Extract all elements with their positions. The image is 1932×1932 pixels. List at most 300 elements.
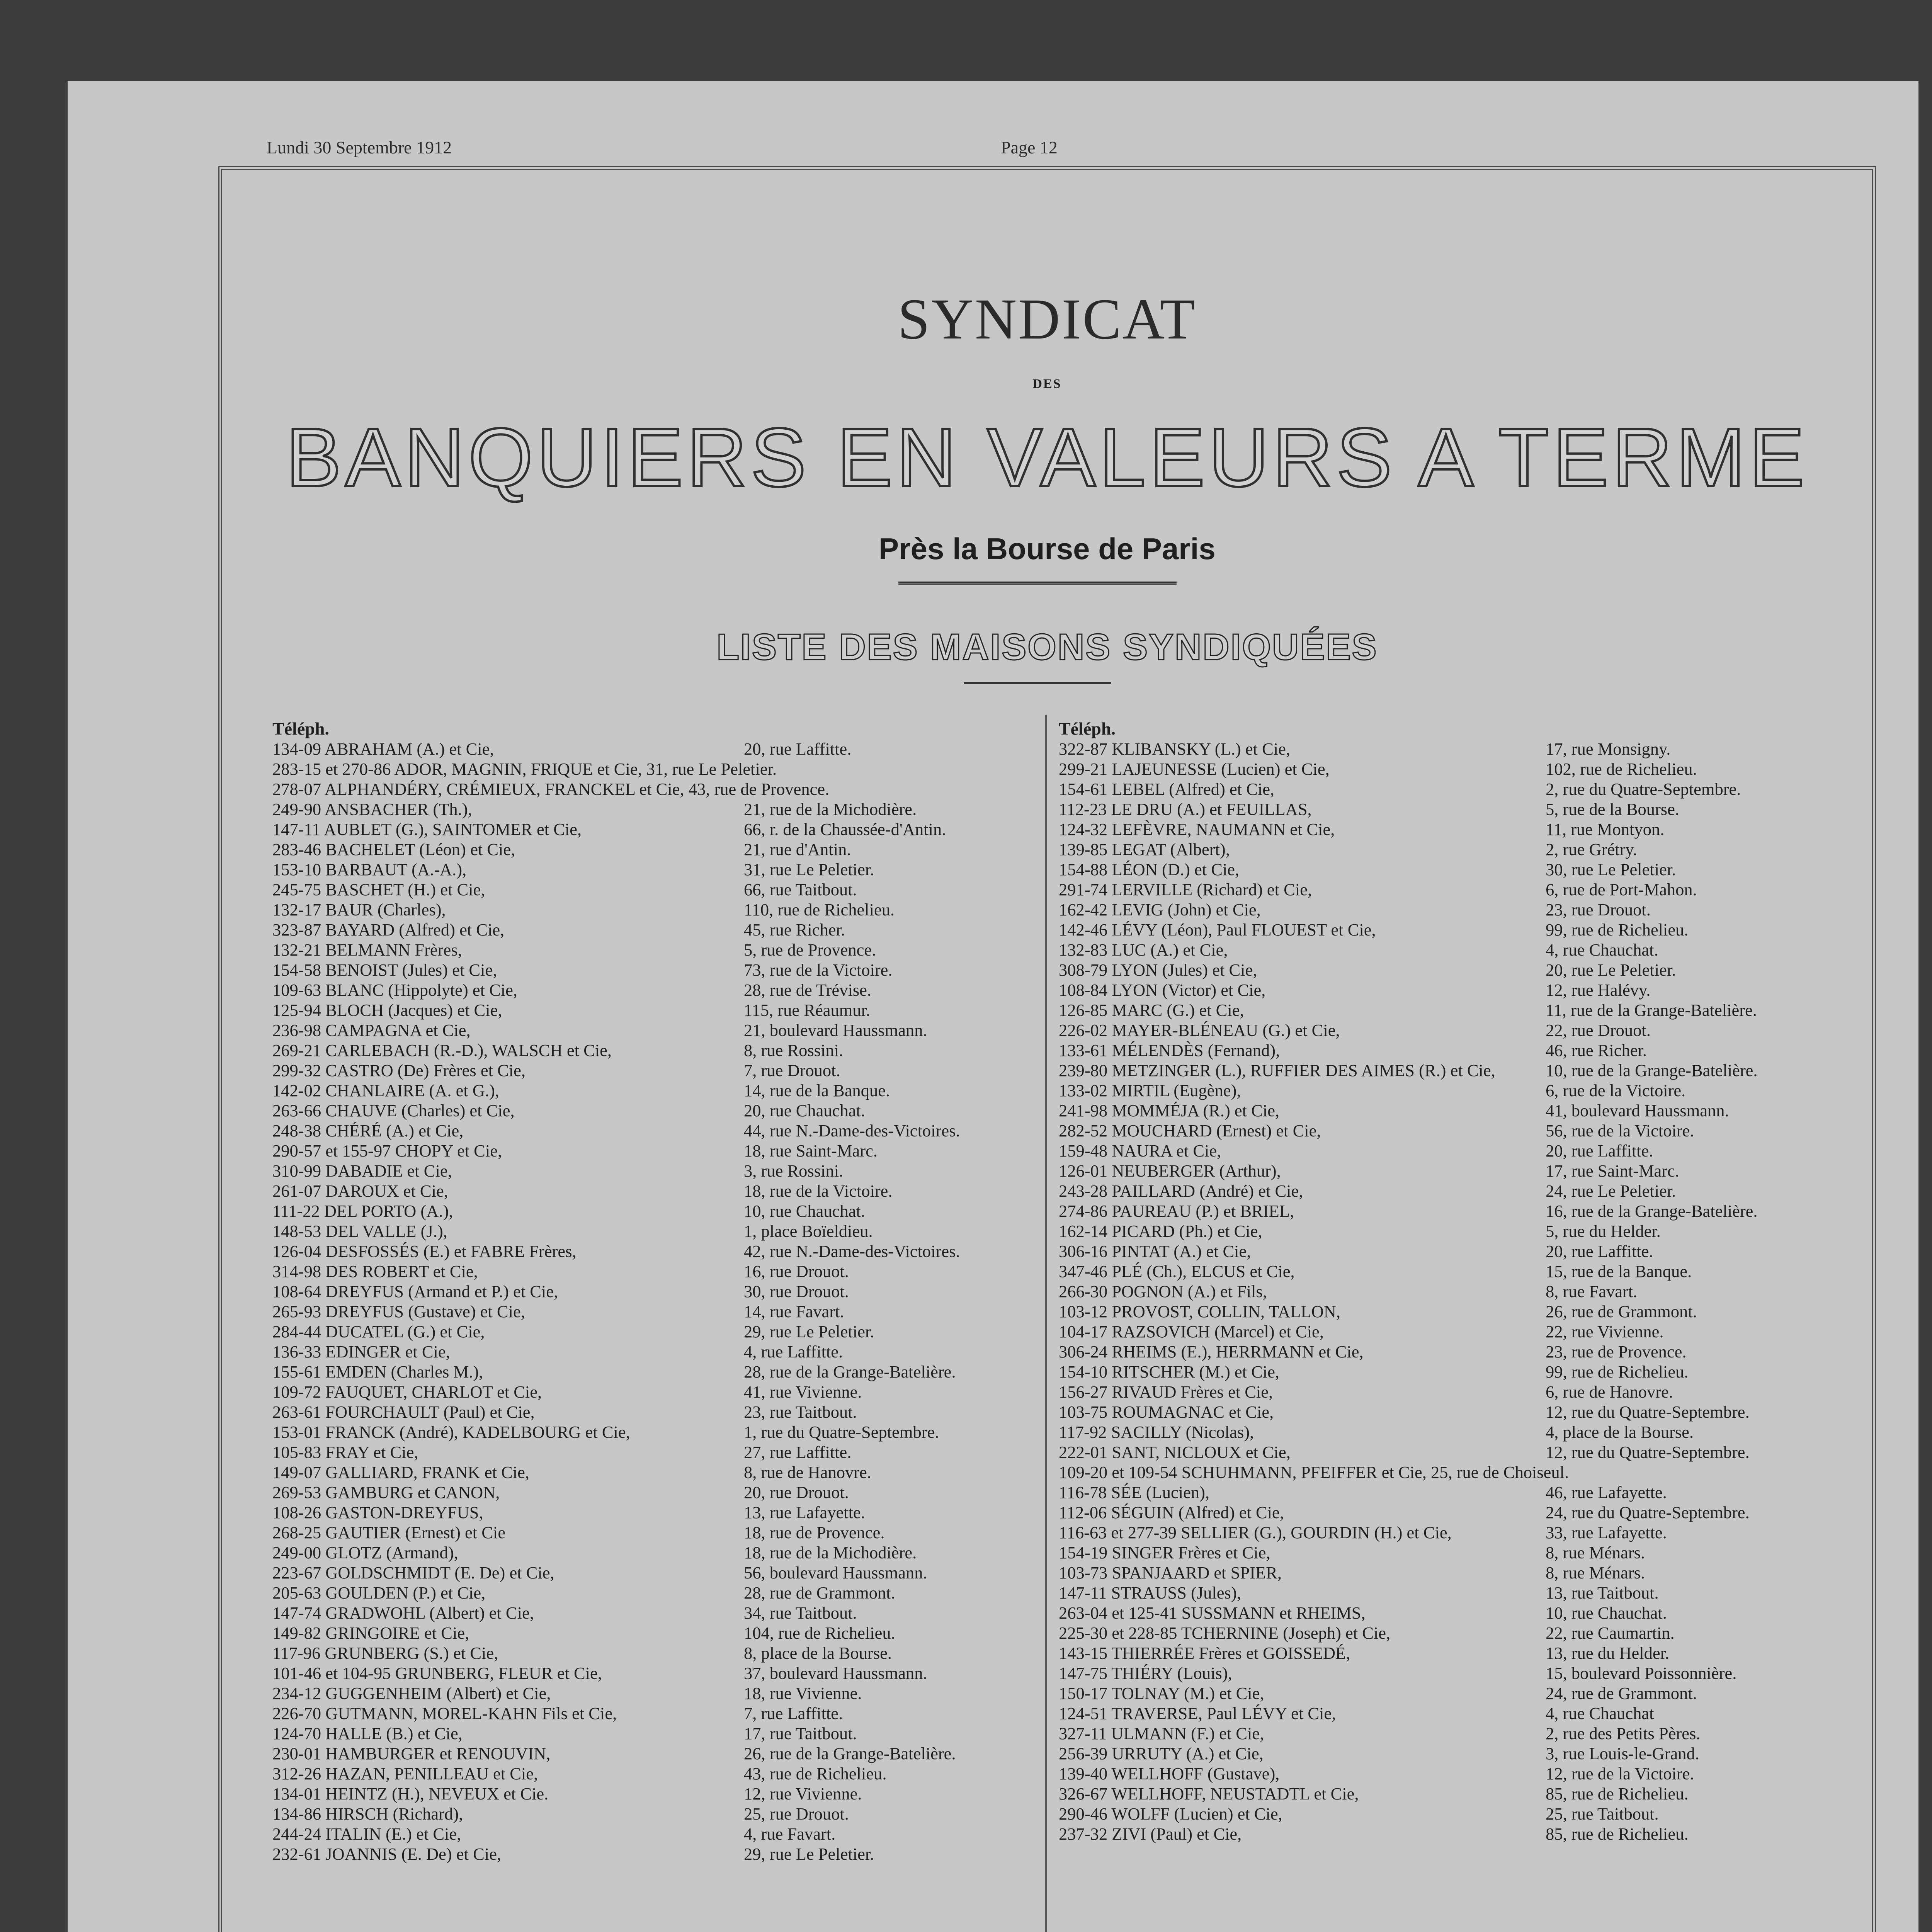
member-address: 18, rue de la Michodière. <box>744 1543 917 1562</box>
member-name: 290-57 et 155-97 CHOPY et Cie, <box>272 1141 502 1160</box>
member-address: 56, rue de la Victoire. <box>1546 1121 1694 1140</box>
member-address: 5, rue de Provence. <box>744 940 876 959</box>
member-name: 136-33 EDINGER et Cie, <box>272 1342 450 1361</box>
member-row <box>1059 1342 1866 1362</box>
member-row <box>1059 1743 1866 1764</box>
member-address: 29, rue Le Peletier. <box>744 1844 874 1864</box>
member-address: 13, rue Taitbout. <box>1546 1583 1659 1602</box>
member-address: 30, rue Drouot. <box>744 1282 849 1301</box>
member-name: 132-21 BELMANN Frères, <box>272 940 462 959</box>
member-name: 290-46 WOLFF (Lucien) et Cie, <box>1059 1804 1282 1823</box>
member-name: 226-70 GUTMANN, MOREL-KAHN Fils et Cie, <box>272 1704 617 1723</box>
member-row <box>272 1201 1045 1221</box>
member-name: 147-75 THIÉRY (Louis), <box>1059 1663 1232 1683</box>
member-address: 16, rue de la Grange-Batelière. <box>1546 1201 1758 1221</box>
member-row <box>272 1462 1045 1482</box>
member-name: 299-21 LAJEUNESSE (Lucien) et Cie, <box>1059 759 1330 779</box>
member-row <box>1059 1080 1866 1100</box>
member-address: 26, rue de la Grange-Batelière. <box>744 1744 956 1763</box>
member-row <box>1059 779 1866 799</box>
member-name: 232-61 JOANNIS (E. De) et Cie, <box>272 1844 501 1864</box>
member-address: 41, boulevard Haussmann. <box>1546 1101 1729 1120</box>
member-row <box>272 1703 1045 1723</box>
member-address: 8, rue Ménars. <box>1546 1543 1645 1562</box>
member-name: 159-48 NAURA et Cie, <box>1059 1141 1221 1160</box>
member-address: 8, place de la Bourse. <box>744 1643 892 1663</box>
member-row <box>1059 1543 1866 1563</box>
member-name: 263-66 CHAUVE (Charles) et Cie, <box>272 1101 515 1120</box>
member-address: 8, rue Rossini. <box>744 1041 844 1060</box>
member-name: 162-14 PICARD (Ph.) et Cie, <box>1059 1221 1262 1241</box>
member-address: 27, rue Laffitte. <box>744 1442 852 1462</box>
member-row <box>1059 1121 1866 1141</box>
member-name: 143-15 THIERRÉE Frères et GOISSEDÉ, <box>1059 1643 1350 1663</box>
member-row <box>272 1643 1045 1663</box>
member-address: 12, rue Halévy. <box>1546 980 1651 1000</box>
member-address: 12, rue Vivienne. <box>744 1784 862 1803</box>
member-row <box>1059 799 1866 819</box>
member-address: 5, rue de la Bourse. <box>1546 799 1680 819</box>
member-row <box>272 1482 1045 1502</box>
member-address: 6, rue de la Victoire. <box>1546 1081 1686 1100</box>
member-row <box>1059 1563 1866 1583</box>
member-name: 147-11 AUBLET (G.), SAINTOMER et Cie, <box>272 820 582 839</box>
member-row <box>1059 920 1866 940</box>
member-address: 13, rue Lafayette. <box>744 1503 865 1522</box>
member-address: 18, rue de Provence. <box>744 1523 885 1542</box>
member-name: 103-12 PROVOST, COLLIN, TALLON, <box>1059 1302 1341 1321</box>
member-row <box>1059 1241 1866 1261</box>
member-row <box>272 1020 1045 1040</box>
title-rule <box>898 582 1177 585</box>
member-row <box>272 1382 1045 1402</box>
member-row <box>272 1121 1045 1141</box>
member-name: 283-15 et 270-86 ADOR, MAGNIN, FRIQUE et Cie, 31, rue Le Peletier. <box>272 759 777 779</box>
member-name: 283-46 BACHELET (Léon) et Cie, <box>272 840 515 859</box>
member-address: 13, rue du Helder. <box>1546 1643 1670 1663</box>
member-name: 223-67 GOLDSCHMIDT (E. De) et Cie, <box>272 1563 554 1582</box>
member-row <box>272 1844 1045 1864</box>
member-address: 3, rue Rossini. <box>744 1161 844 1180</box>
member-row <box>1059 1382 1866 1402</box>
member-row <box>272 1362 1045 1382</box>
member-name: 299-32 CASTRO (De) Frères et Cie, <box>272 1061 526 1080</box>
member-row <box>1059 1703 1866 1723</box>
member-name: 237-32 ZIVI (Paul) et Cie, <box>1059 1824 1242 1844</box>
member-address: 43, rue de Richelieu. <box>744 1764 887 1783</box>
member-row <box>272 1623 1045 1643</box>
member-address: 20, rue Laffitte. <box>744 739 852 759</box>
member-row <box>272 1824 1045 1844</box>
member-name: 103-75 ROUMAGNAC et Cie, <box>1059 1402 1274 1422</box>
member-row <box>272 1522 1045 1543</box>
member-name: 124-32 LEFÈVRE, NAUMANN et Cie, <box>1059 820 1335 839</box>
member-row <box>1059 940 1866 960</box>
member-address: 14, rue de la Banque. <box>744 1081 890 1100</box>
member-name: 225-30 et 228-85 TCHERNINE (Joseph) et Cie, <box>1059 1623 1391 1643</box>
member-address: 1, rue du Quatre-Septembre. <box>744 1422 939 1442</box>
member-address: 15, rue de la Banque. <box>1546 1262 1692 1281</box>
member-name: 269-21 CARLEBACH (R.-D.), WALSCH et Cie, <box>272 1041 612 1060</box>
member-row <box>272 839 1045 859</box>
member-row <box>1059 1141 1866 1161</box>
member-row <box>272 859 1045 879</box>
member-address: 66, r. de la Chaussée-d'Antin. <box>744 820 946 839</box>
member-row <box>272 1060 1045 1080</box>
member-address: 8, rue Ménars. <box>1546 1563 1645 1582</box>
member-name: 149-07 GALLIARD, FRANK et Cie, <box>272 1463 529 1482</box>
list-rule <box>964 682 1111 684</box>
member-address: 110, rue de Richelieu. <box>744 900 895 919</box>
member-row <box>1059 1623 1866 1643</box>
member-name: 278-07 ALPHANDÉRY, CRÉMIEUX, FRANCKEL et Cie, 43, rue de Provence. <box>272 779 830 799</box>
member-address: 73, rue de la Victoire. <box>744 960 893 980</box>
member-name: 249-00 GLOTZ (Armand), <box>272 1543 458 1562</box>
member-address: 14, rue Favart. <box>744 1302 844 1321</box>
member-name: 124-51 TRAVERSE, Paul LÉVY et Cie, <box>1059 1704 1336 1723</box>
member-name: 112-06 SÉGUIN (Alfred) et Cie, <box>1059 1503 1284 1522</box>
member-row <box>272 1221 1045 1241</box>
member-name: 314-98 DES ROBERT et Cie, <box>272 1262 478 1281</box>
member-address: 10, rue de la Grange-Batelière. <box>1546 1061 1758 1080</box>
member-name: 154-10 RITSCHER (M.) et Cie, <box>1059 1362 1280 1381</box>
member-name: 126-85 MARC (G.) et Cie, <box>1059 1000 1244 1020</box>
member-address: 46, rue Lafayette. <box>1546 1483 1667 1502</box>
member-name: 154-19 SINGER Frères et Cie, <box>1059 1543 1270 1562</box>
member-name: 126-01 NEUBERGER (Arthur), <box>1059 1161 1281 1180</box>
member-name: 108-84 LYON (Victor) et Cie, <box>1059 980 1266 1000</box>
member-name: 230-01 HAMBURGER et RENOUVIN, <box>272 1744 551 1763</box>
member-name: 132-17 BAUR (Charles), <box>272 900 446 919</box>
member-row <box>272 1080 1045 1100</box>
member-name: 132-83 LUC (A.) et Cie, <box>1059 940 1228 959</box>
member-name: 133-61 MÉLENDÈS (Fernand), <box>1059 1041 1280 1060</box>
member-name: 239-80 METZINGER (L.), RUFFIER DES AIMES (R.) et Cie, <box>1059 1061 1495 1080</box>
member-row <box>1059 1422 1866 1442</box>
member-name: 125-94 BLOCH (Jacques) et Cie, <box>272 1000 502 1020</box>
member-row <box>272 1563 1045 1583</box>
member-address: 25, rue Taitbout. <box>1546 1804 1659 1823</box>
member-address: 10, rue Chauchat. <box>1546 1603 1667 1622</box>
member-name: 117-92 SACILLY (Nicolas), <box>1059 1422 1254 1442</box>
member-address: 99, rue de Richelieu. <box>1546 920 1689 939</box>
member-address: 11, rue de la Grange-Batelière. <box>1546 1000 1757 1020</box>
member-row <box>272 1743 1045 1764</box>
member-row <box>272 1442 1045 1462</box>
member-name: 274-86 PAUREAU (P.) et BRIEL, <box>1059 1201 1294 1221</box>
member-name: 248-38 CHÉRÉ (A.) et Cie, <box>272 1121 464 1140</box>
member-address: 22, rue Drouot. <box>1546 1020 1651 1040</box>
member-address: 23, rue Drouot. <box>1546 900 1651 919</box>
member-address: 24, rue de Grammont. <box>1546 1684 1697 1703</box>
member-name: 322-87 KLIBANSKY (L.) et Cie, <box>1059 739 1291 759</box>
member-name: 266-30 POGNON (A.) et Fils, <box>1059 1282 1267 1301</box>
member-row <box>272 799 1045 819</box>
member-address: 20, rue Chauchat. <box>744 1101 865 1120</box>
member-name: 249-90 ANSBACHER (Th.), <box>272 799 472 819</box>
member-name: 256-39 URRUTY (A.) et Cie, <box>1059 1744 1264 1763</box>
member-name: 245-75 BASCHET (H.) et Cie, <box>272 880 485 899</box>
member-row <box>1059 1000 1866 1020</box>
member-row <box>272 1321 1045 1342</box>
member-address: 22, rue Caumartin. <box>1546 1623 1675 1643</box>
member-address: 115, rue Réaumur. <box>744 1000 871 1020</box>
member-name: 263-04 et 125-41 SUSSMANN et RHEIMS, <box>1059 1603 1366 1622</box>
member-name: 269-53 GAMBURG et CANON, <box>272 1483 500 1502</box>
member-name: 101-46 et 104-95 GRUNBERG, FLEUR et Cie, <box>272 1663 602 1683</box>
member-name: 310-99 DABADIE et Cie, <box>272 1161 452 1180</box>
member-row <box>272 1603 1045 1623</box>
member-row <box>272 1181 1045 1201</box>
member-name: 291-74 LERVILLE (Richard) et Cie, <box>1059 880 1312 899</box>
member-name: 284-44 DUCATEL (G.) et Cie, <box>272 1322 485 1341</box>
member-row <box>1059 1663 1866 1683</box>
member-address: 7, rue Drouot. <box>744 1061 840 1080</box>
member-row <box>1059 1201 1866 1221</box>
member-row <box>272 980 1045 1000</box>
member-address: 17, rue Taitbout. <box>744 1724 857 1743</box>
member-name: 112-23 LE DRU (A.) et FEUILLAS, <box>1059 799 1312 819</box>
member-address: 21, rue d'Antin. <box>744 840 851 859</box>
member-address: 104, rue de Richelieu. <box>744 1623 895 1643</box>
member-address: 18, rue de la Victoire. <box>744 1181 893 1201</box>
member-address: 29, rue Le Peletier. <box>744 1322 874 1341</box>
member-address: 23, rue Taitbout. <box>744 1402 857 1422</box>
member-name: 139-40 WELLHOFF (Gustave), <box>1059 1764 1280 1783</box>
member-name: 153-01 FRANCK (André), KADELBOURG et Cie, <box>272 1422 630 1442</box>
title-des: DES <box>1032 377 1062 391</box>
member-name: 139-85 LEGAT (Albert), <box>1059 840 1230 859</box>
member-name: 226-02 MAYER-BLÉNEAU (G.) et Cie, <box>1059 1020 1340 1040</box>
member-address: 4, rue Laffitte. <box>744 1342 843 1361</box>
member-row <box>272 1663 1045 1683</box>
member-row <box>1059 900 1866 920</box>
member-row <box>272 1161 1045 1181</box>
member-name: 108-26 GASTON-DREYFUS, <box>272 1503 483 1522</box>
member-name: 109-72 FAUQUET, CHARLOT et Cie, <box>272 1382 542 1401</box>
member-row <box>1059 980 1866 1000</box>
member-row <box>1059 1603 1866 1623</box>
member-name: 147-74 GRADWOHL (Albert) et Cie, <box>272 1603 534 1622</box>
member-row <box>1059 1402 1866 1422</box>
member-name: 268-25 GAUTIER (Ernest) et Cie <box>272 1523 506 1542</box>
member-name: 116-78 SÉE (Lucien), <box>1059 1483 1210 1502</box>
member-name: 154-58 BENOIST (Jules) et Cie, <box>272 960 497 980</box>
member-address: 85, rue de Richelieu. <box>1546 1784 1689 1803</box>
member-name: 134-86 HIRSCH (Richard), <box>272 1804 463 1823</box>
member-address: 4, rue Favart. <box>744 1824 836 1844</box>
member-name: 133-02 MIRTIL (Eugène), <box>1059 1081 1241 1100</box>
member-address: 17, rue Monsigny. <box>1546 739 1671 759</box>
member-name: 111-22 DEL PORTO (A.), <box>272 1201 453 1221</box>
member-row <box>272 1502 1045 1522</box>
member-address: 42, rue N.-Dame-des-Victoires. <box>744 1242 960 1261</box>
member-name: 323-87 BAYARD (Alfred) et Cie, <box>272 920 505 939</box>
member-address: 102, rue de Richelieu. <box>1546 759 1697 779</box>
member-row <box>1059 1181 1866 1201</box>
member-address: 25, rue Drouot. <box>744 1804 849 1823</box>
member-row <box>272 1040 1045 1060</box>
member-address: 30, rue Le Peletier. <box>1546 860 1676 879</box>
member-name: 103-73 SPANJAARD et SPIER, <box>1059 1563 1282 1582</box>
member-row <box>272 779 1045 799</box>
member-address: 31, rue Le Peletier. <box>744 860 874 879</box>
member-address: 24, rue Le Peletier. <box>1546 1181 1676 1201</box>
member-name: 134-09 ABRAHAM (A.) et Cie, <box>272 739 494 759</box>
member-address: 6, rue de Hanovre. <box>1546 1382 1673 1401</box>
member-address: 5, rue du Helder. <box>1546 1221 1661 1241</box>
member-name: 222-01 SANT, NICLOUX et Cie, <box>1059 1442 1291 1462</box>
member-row <box>1059 1502 1866 1522</box>
member-row <box>1059 1482 1866 1502</box>
member-row <box>1059 759 1866 779</box>
member-row <box>1059 1261 1866 1281</box>
member-address: 12, rue de la Victoire. <box>1546 1764 1694 1783</box>
member-name: 116-63 et 277-39 SELLIER (G.), GOURDIN (H.) et Cie, <box>1059 1523 1452 1542</box>
member-name: 134-01 HEINTZ (H.), NEVEUX et Cie. <box>272 1784 549 1803</box>
member-address: 12, rue du Quatre-Septembre. <box>1546 1442 1750 1462</box>
member-row <box>272 1141 1045 1161</box>
member-name: 155-61 EMDEN (Charles M.), <box>272 1362 483 1381</box>
member-row <box>272 819 1045 839</box>
member-address: 21, boulevard Haussmann. <box>744 1020 927 1040</box>
member-address: 28, rue de la Grange-Batelière. <box>744 1362 956 1381</box>
member-name: 327-11 ULMANN (F.) et Cie, <box>1059 1724 1264 1743</box>
member-row <box>1059 1522 1866 1543</box>
member-row <box>1059 1683 1866 1703</box>
member-address: 26, rue de Grammont. <box>1546 1302 1697 1321</box>
member-row <box>1059 1643 1866 1663</box>
member-row <box>272 1402 1045 1422</box>
member-name: 109-63 BLANC (Hippolyte) et Cie, <box>272 980 518 1000</box>
title-banquiers: BANQUIERS EN VALEURS A TERME <box>286 411 1809 504</box>
member-name: 205-63 GOULDEN (P.) et Cie, <box>272 1583 486 1602</box>
member-row <box>272 900 1045 920</box>
member-row <box>1059 1040 1866 1060</box>
member-row <box>272 1000 1045 1020</box>
member-address: 6, rue de Port-Mahon. <box>1546 880 1697 899</box>
member-name: 142-02 CHANLAIRE (A. et G.), <box>272 1081 500 1100</box>
member-row <box>1059 1161 1866 1181</box>
member-address: 8, rue Favart. <box>1546 1282 1638 1301</box>
member-name: 347-46 PLÉ (Ch.), ELCUS et Cie, <box>1059 1262 1295 1281</box>
phone-header-right: Téléph. <box>1059 719 1116 738</box>
member-row <box>1059 1723 1866 1743</box>
member-address: 56, boulevard Haussmann. <box>744 1563 927 1582</box>
member-row <box>1059 1301 1866 1321</box>
member-address: 17, rue Saint-Marc. <box>1546 1161 1680 1180</box>
advert-frame <box>218 166 1876 1932</box>
member-address: 85, rue de Richelieu. <box>1546 1824 1689 1844</box>
member-address: 2, rue des Petits Pères. <box>1546 1724 1701 1743</box>
member-row <box>272 879 1045 900</box>
member-address: 99, rue de Richelieu. <box>1546 1362 1689 1381</box>
member-row <box>272 1100 1045 1121</box>
member-name: 126-04 DESFOSSÉS (E.) et FABRE Frères, <box>272 1242 577 1261</box>
member-name: 162-42 LEVIG (John) et Cie, <box>1059 900 1261 919</box>
member-row <box>1059 879 1866 900</box>
member-address: 33, rue Lafayette. <box>1546 1523 1667 1542</box>
member-name: 156-27 RIVAUD Frères et Cie, <box>1059 1382 1273 1401</box>
member-row <box>1059 1824 1866 1844</box>
member-name: 105-83 FRAY et Cie, <box>272 1442 418 1462</box>
member-address: 11, rue Montyon. <box>1546 820 1665 839</box>
member-row <box>1059 1281 1866 1301</box>
issue-date: Lundi 30 Septembre 1912 <box>267 138 452 157</box>
member-address: 7, rue Laffitte. <box>744 1704 843 1723</box>
member-name: 150-17 TOLNAY (M.) et Cie, <box>1059 1684 1264 1703</box>
title-syndicat: SYNDICAT <box>898 287 1197 351</box>
member-address: 20, rue Laffitte. <box>1546 1242 1653 1261</box>
member-name: 241-98 MOMMÉJA (R.) et Cie, <box>1059 1101 1280 1120</box>
member-address: 22, rue Vivienne. <box>1546 1322 1664 1341</box>
member-address: 12, rue du Quatre-Septembre. <box>1546 1402 1750 1422</box>
member-address: 4, rue Chauchat. <box>1546 940 1658 959</box>
member-name: 142-46 LÉVY (Léon), Paul FLOUEST et Cie, <box>1059 920 1376 939</box>
member-name: 104-17 RAZSOVICH (Marcel) et Cie, <box>1059 1322 1324 1341</box>
member-name: 312-26 HAZAN, PENILLEAU et Cie, <box>272 1764 538 1783</box>
member-address: 41, rue Vivienne. <box>744 1382 862 1401</box>
member-row <box>272 1422 1045 1442</box>
member-address: 45, rue Richer. <box>744 920 845 939</box>
member-row <box>1059 1764 1866 1784</box>
member-address: 18, rue Saint-Marc. <box>744 1141 878 1160</box>
member-row <box>1059 819 1866 839</box>
member-address: 44, rue N.-Dame-des-Victoires. <box>744 1121 960 1140</box>
member-row <box>272 1764 1045 1784</box>
member-address: 23, rue de Provence. <box>1546 1342 1687 1361</box>
subtitle-bourse: Près la Bourse de Paris <box>879 532 1216 566</box>
member-name: 282-52 MOUCHARD (Ernest) et Cie, <box>1059 1121 1321 1140</box>
member-row <box>1059 1784 1866 1804</box>
member-row <box>272 960 1045 980</box>
member-row <box>1059 1462 1866 1482</box>
member-row <box>272 1543 1045 1563</box>
member-address: 34, rue Taitbout. <box>744 1603 857 1622</box>
member-name: 117-96 GRUNBERG (S.) et Cie, <box>272 1643 498 1663</box>
member-row <box>1059 1362 1866 1382</box>
member-row <box>272 739 1045 759</box>
member-row <box>1059 1321 1866 1342</box>
members-list-left <box>272 719 1045 1864</box>
member-name: 154-61 LEBEL (Alfred) et Cie, <box>1059 779 1275 799</box>
member-name: 306-24 RHEIMS (E.), HERRMANN et Cie, <box>1059 1342 1364 1361</box>
phone-header-left: Téléph. <box>272 719 329 738</box>
member-name: 261-07 DAROUX et Cie, <box>272 1181 448 1201</box>
member-address: 20, rue Le Peletier. <box>1546 960 1676 980</box>
member-row <box>1059 739 1866 759</box>
member-address: 2, rue Grétry. <box>1546 840 1637 859</box>
member-address: 20, rue Drouot. <box>744 1483 849 1502</box>
member-name: 306-16 PINTAT (A.) et Cie, <box>1059 1242 1251 1261</box>
member-address: 24, rue du Quatre-Septembre. <box>1546 1503 1750 1522</box>
member-name: 236-98 CAMPAGNA et Cie, <box>272 1020 471 1040</box>
member-row <box>272 1784 1045 1804</box>
member-row <box>1059 1020 1866 1040</box>
member-row <box>272 940 1045 960</box>
member-name: 234-12 GUGGENHEIM (Albert) et Cie, <box>272 1684 551 1703</box>
member-name: 109-20 et 109-54 SCHUHMANN, PFEIFFER et Cie, 25, rue de Choiseul. <box>1059 1463 1569 1482</box>
list-heading: LISTE DES MAISONS SYNDIQUÉES <box>716 626 1378 668</box>
member-name: 265-93 DREYFUS (Gustave) et Cie, <box>272 1302 525 1321</box>
member-address: 28, rue de Grammont. <box>744 1583 895 1602</box>
member-address: 1, place Boïeldieu. <box>744 1221 873 1241</box>
member-address: 4, rue Chauchat <box>1546 1704 1654 1723</box>
member-name: 149-82 GRINGOIRE et Cie, <box>272 1623 469 1643</box>
member-address: 37, boulevard Haussmann. <box>744 1663 927 1683</box>
member-address: 4, place de la Bourse. <box>1546 1422 1694 1442</box>
member-address: 18, rue Vivienne. <box>744 1684 862 1703</box>
